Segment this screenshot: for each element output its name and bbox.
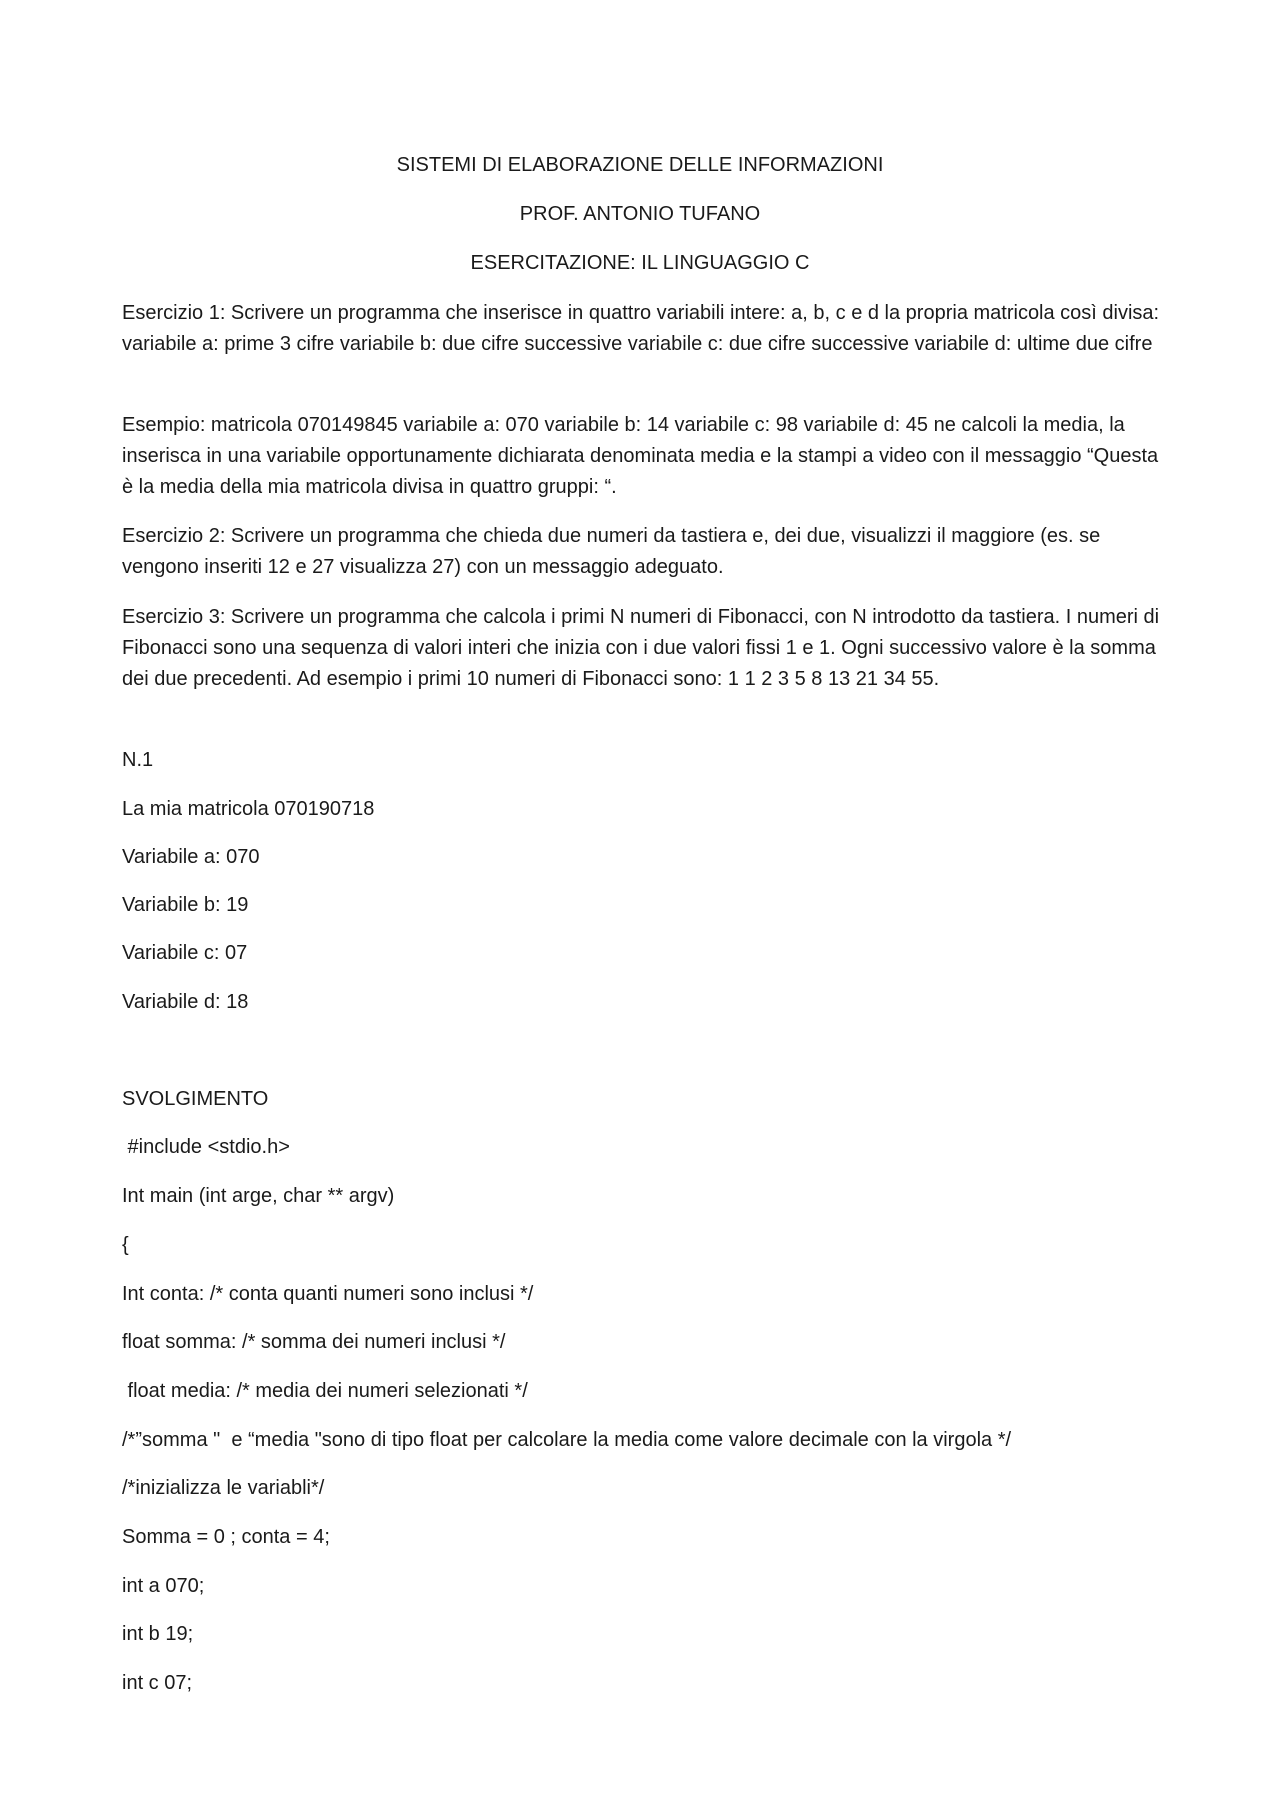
code-line: #include <stdio.h> xyxy=(122,1136,290,1158)
code-line: int a 070; xyxy=(122,1575,205,1597)
assignment-title: ESERCITAZIONE: IL LINGUAGGIO C xyxy=(470,252,810,274)
variable-b-line: Variabile b: 19 xyxy=(122,894,249,916)
variable-c-line: Variabile c: 07 xyxy=(122,942,248,964)
variable-a-line: Variabile a: 070 xyxy=(122,846,260,868)
code-line: int c 07; xyxy=(122,1672,193,1694)
code-line: Int main (int arge, char ** argv) xyxy=(122,1185,395,1207)
course-title: SISTEMI DI ELABORAZIONE DELLE INFORMAZIONI xyxy=(396,154,884,176)
variable-d-line: Variabile d: 18 xyxy=(122,991,249,1013)
professor-name: PROF. ANTONIO TUFANO xyxy=(519,203,761,225)
code-line: /*inizializza le variabli*/ xyxy=(122,1477,325,1499)
code-line: float media: /* media dei numeri selezionati */ xyxy=(122,1380,528,1402)
code-line: /*”somma " e “media "sono di tipo float per calcolare la media come valore decimale con la virgola */ xyxy=(122,1429,1012,1451)
exercise-2-text: Esercizio 2: Scrivere un programma che chieda due numeri da tastiera e, dei due, visualizzi il maggiore (es. se vengono inseriti 12 e 27 visualizza 27) con un messaggio adeguato. xyxy=(122,525,1101,578)
exercise-1-example: Esempio: matricola 070149845 variabile a: 070 variabile b: 14 variabile c: 98 variabile d: 45 ne calcoli la media, la inserisca in una variabile opportunamente dichiarata denominata media e la stampi a video con il messaggio “Questa è la media della mia matricola divisa in quattro gruppi: “. xyxy=(122,414,1159,498)
exercise-3-text: Esercizio 3: Scrivere un programma che calcola i primi N numeri di Fibonacci, con N introdotto da tastiera. I numeri di Fibonacci sono una sequenza di valori interi che inizia con i due valori fissi 1 e 1. Ogni successivo valore è la somma dei due precedenti. Ad esempio i primi 10 numeri di Fibonacci sono: 1 1 2 3 5 8 13 21 34 55. xyxy=(122,606,1160,690)
answer-number: N.1 xyxy=(122,749,154,771)
code-line: float somma: /* somma dei numeri inclusi */ xyxy=(122,1331,506,1353)
code-line: int b 19; xyxy=(122,1623,194,1645)
solution-title: SVOLGIMENTO xyxy=(122,1088,269,1110)
code-line: Int conta: /* conta quanti numeri sono inclusi */ xyxy=(122,1283,534,1305)
code-line: Somma = 0 ; conta = 4; xyxy=(122,1526,330,1548)
exercise-1-text: Esercizio 1: Scrivere un programma che inserisce in quattro variabili intere: a, b, c e d la propria matricola così divisa: variabile a: prime 3 cifre variabile b: due cifre successive variabile c: due cifre successive variabile d: ultime due cifre xyxy=(122,302,1160,355)
code-line: { xyxy=(122,1234,129,1256)
matricola-line: La mia matricola 070190718 xyxy=(122,798,375,820)
